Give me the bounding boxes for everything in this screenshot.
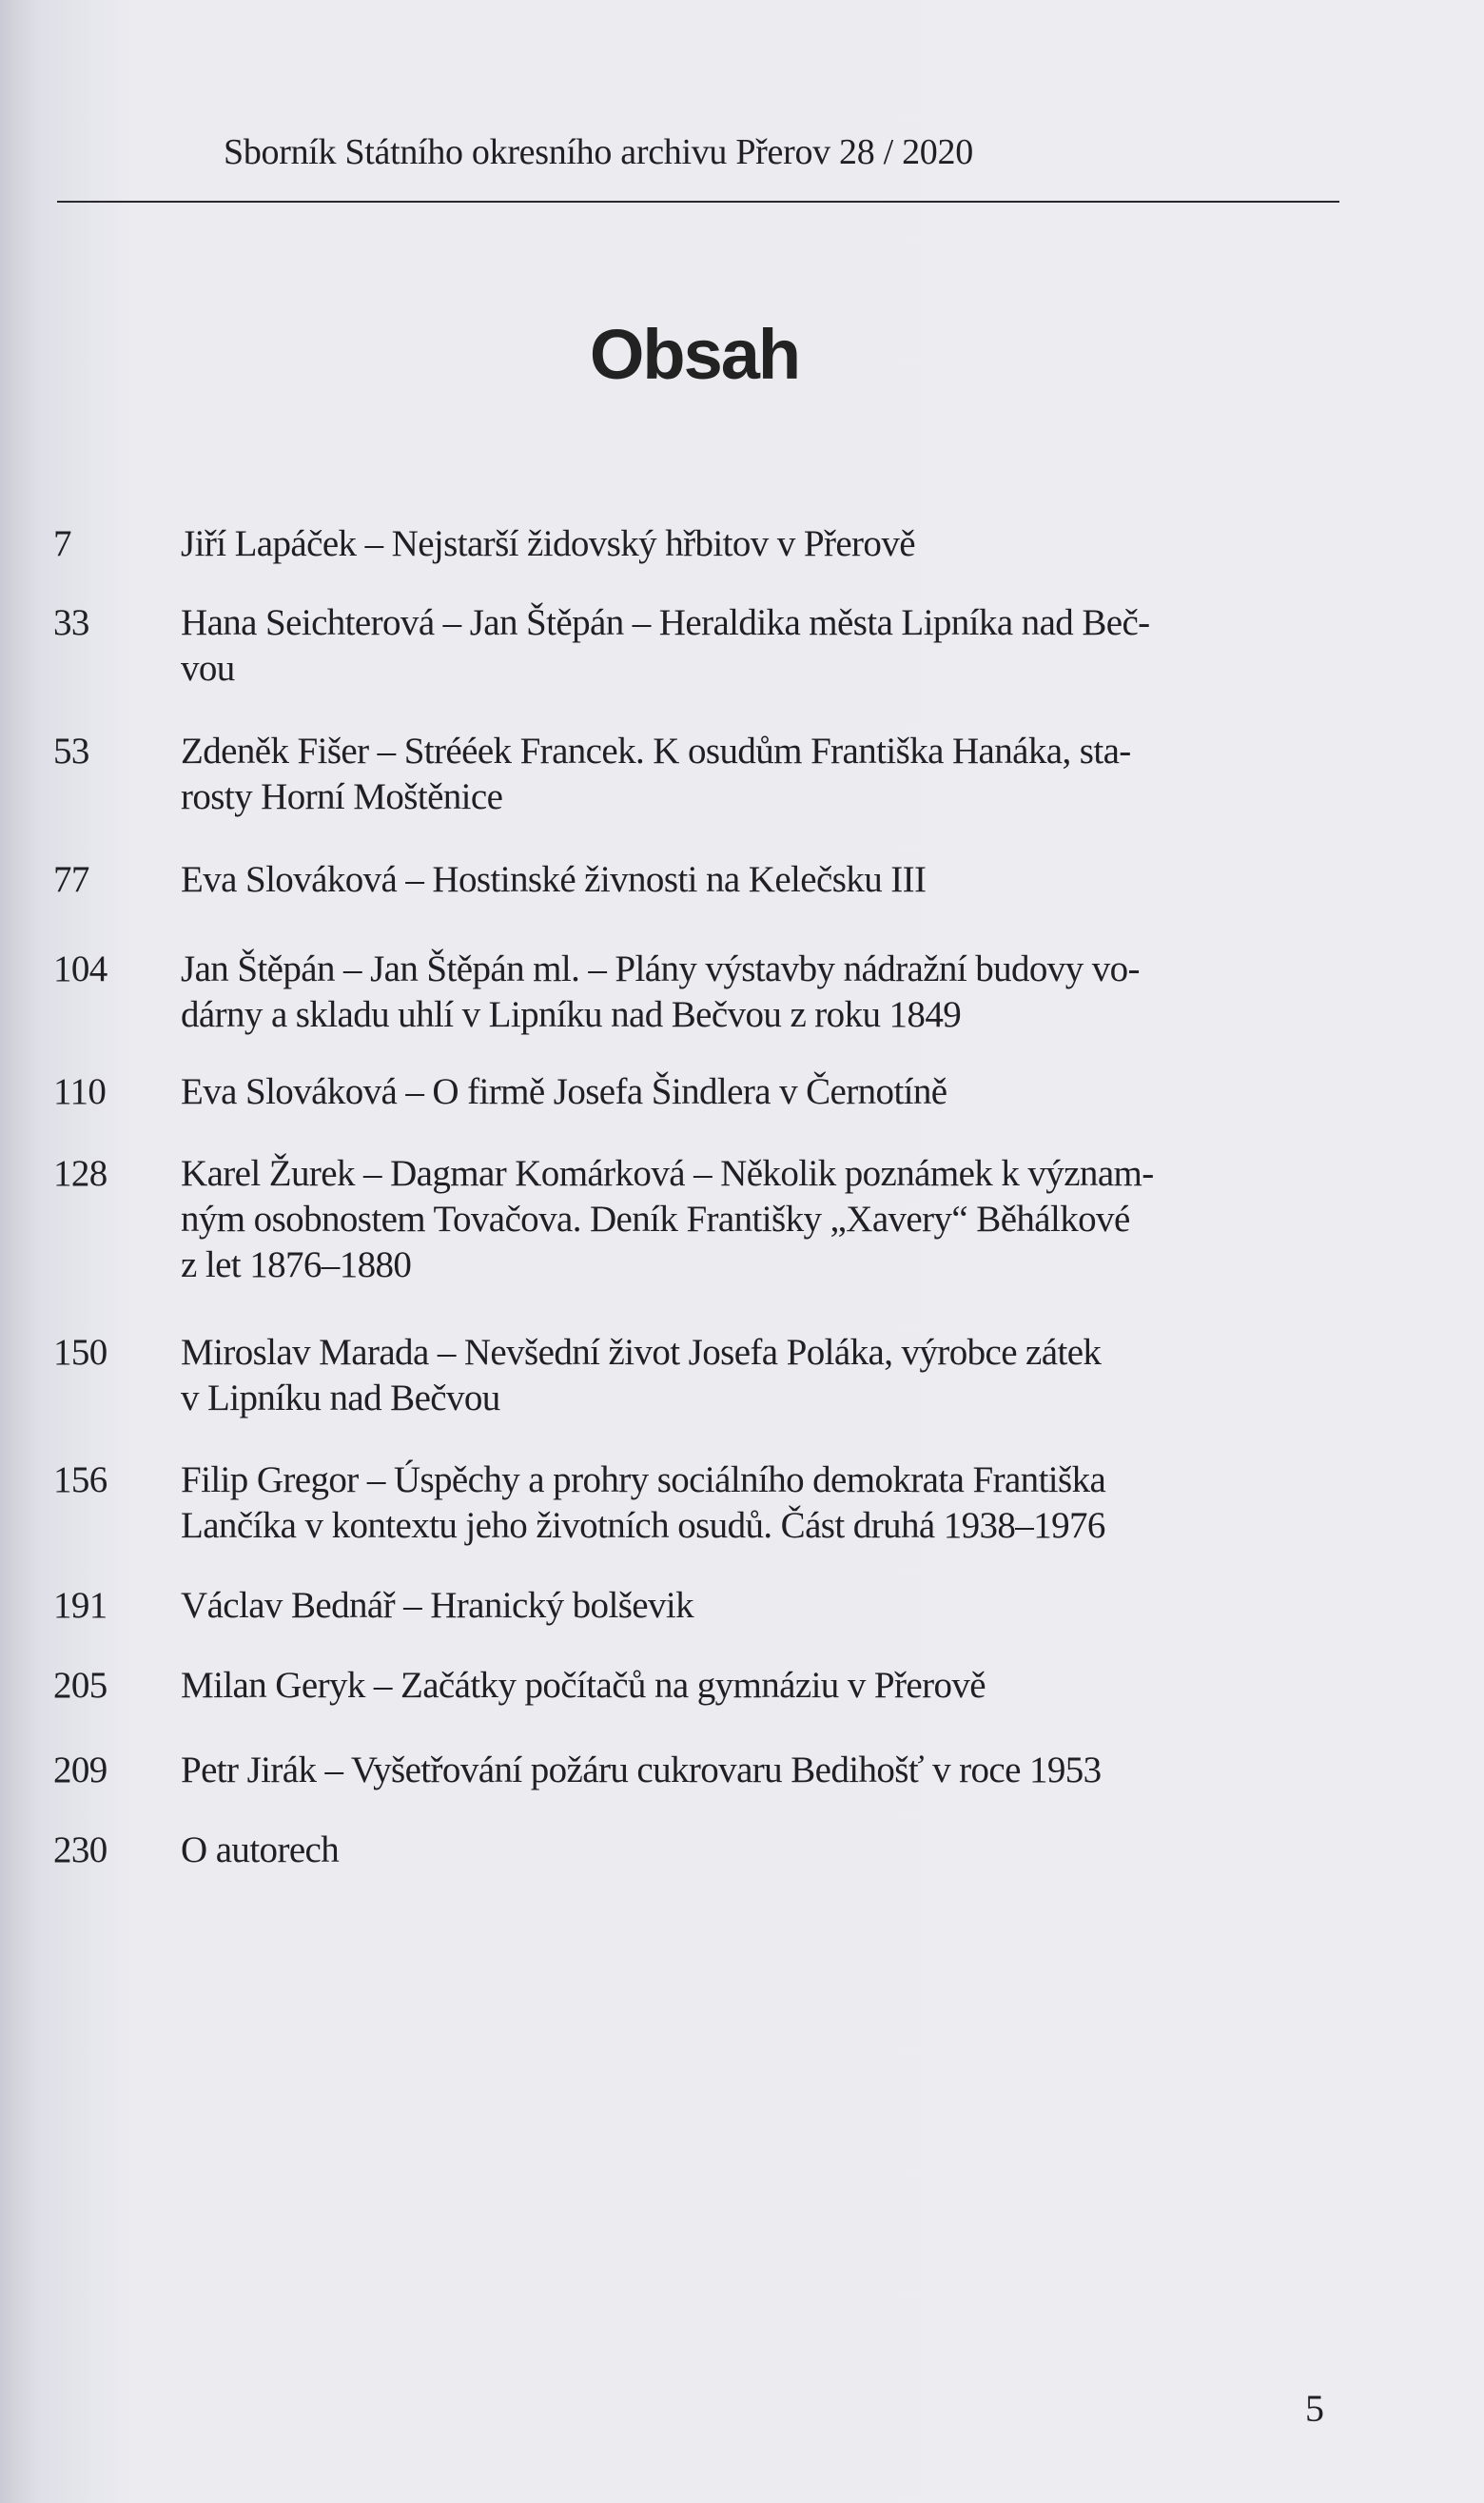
toc-page-number: 205 (53, 1665, 107, 1706)
page-number: 5 (1305, 2387, 1324, 2430)
toc-entry-title (181, 1069, 1337, 1115)
toc-entry-title (181, 1583, 1337, 1629)
toc-entry-title (181, 1748, 1337, 1793)
running-header: Sborník Státního okresního archivu Přerov 28 / 2020 (224, 132, 973, 172)
toc-page-number: 33 (53, 602, 89, 643)
toc-page-number: 156 (53, 1459, 107, 1500)
toc-entry-line: Petr Jirák – Vyšetřování požáru cukrovaru Bedihošť v roce 1953 (181, 1750, 1102, 1790)
toc-entry-line: dárny a skladu uhlí v Lipníku nad Bečvou z roku 1849 (181, 994, 962, 1035)
toc-entry-line: Eva Slováková – O firmě Josefa Šindlera v Černotíně (181, 1071, 947, 1112)
toc-entry-title (181, 1828, 1337, 1873)
toc-entry-line: Miroslav Marada – Nevšední život Josefa Poláka, výrobce zátek (181, 1332, 1102, 1373)
toc-entry-line: Václav Bednář – Hranický bolševik (181, 1585, 694, 1626)
page-title: Obsah (589, 315, 800, 394)
toc-page-number: 209 (53, 1750, 107, 1790)
toc-entry-line: ným osobnostem Tovačova. Deník Františky „Xavery“ Běhálkové (181, 1199, 1130, 1240)
toc-entry-line: Lančíka v kontextu jeho životních osudů. Část druhá 1938–1976 (181, 1505, 1105, 1546)
toc-entry-line: Karel Žurek – Dagmar Komárková – Několik poznámek k význam- (181, 1153, 1154, 1194)
toc-entry-line: z let 1876–1880 (181, 1244, 412, 1285)
toc-entry-line: vou (181, 648, 235, 689)
toc-page-number: 150 (53, 1332, 107, 1373)
toc-entry-line: Hana Seichterová – Jan Štěpán – Heraldika města Lipníka nad Beč- (181, 602, 1150, 643)
toc-entry-title (181, 521, 1337, 567)
toc-entry-title (181, 600, 1337, 692)
toc-page-number: 230 (53, 1829, 107, 1870)
toc-entry-line: Zdeněk Fišer – Strééek Francek. K osudům Františka Hanáka, sta- (181, 731, 1131, 772)
toc-entry-line: Milan Geryk – Začátky počítačů na gymnáziu v Přerově (181, 1665, 986, 1706)
toc-entry-line: Jiří Lapáček – Nejstarší židovský hřbitov v Přerově (181, 523, 915, 564)
toc-entry-line: Eva Slováková – Hostinské živnosti na Kelečsku III (181, 859, 927, 900)
toc-page-number: 77 (53, 859, 89, 900)
header-rule (57, 201, 1339, 203)
toc-entry-line: Filip Gregor – Úspěchy a prohry sociálního demokrata Františka (181, 1459, 1106, 1500)
toc-page-number: 7 (53, 523, 71, 564)
toc-page-number: 128 (53, 1153, 107, 1194)
toc-entry-title (181, 1457, 1337, 1549)
toc-page-number: 53 (53, 731, 89, 772)
toc-page-number: 110 (53, 1071, 107, 1112)
toc-entry-line: v Lipníku nad Bečvou (181, 1378, 500, 1418)
toc-entry-title (181, 729, 1337, 820)
toc-entry-title (181, 1151, 1337, 1288)
toc-entry-line: Jan Štěpán – Jan Štěpán ml. – Plány výstavby nádražní budovy vo- (181, 948, 1140, 989)
toc-entry-line: rosty Horní Moštěnice (181, 776, 503, 817)
toc-page-number: 104 (53, 948, 107, 989)
toc-entry-title (181, 947, 1337, 1038)
toc-entry-title (181, 857, 1337, 903)
toc-entry-line: O autorech (181, 1829, 340, 1870)
toc-entry-title (181, 1663, 1337, 1709)
toc-page-number: 191 (53, 1585, 107, 1626)
toc-entry-title (181, 1330, 1337, 1421)
